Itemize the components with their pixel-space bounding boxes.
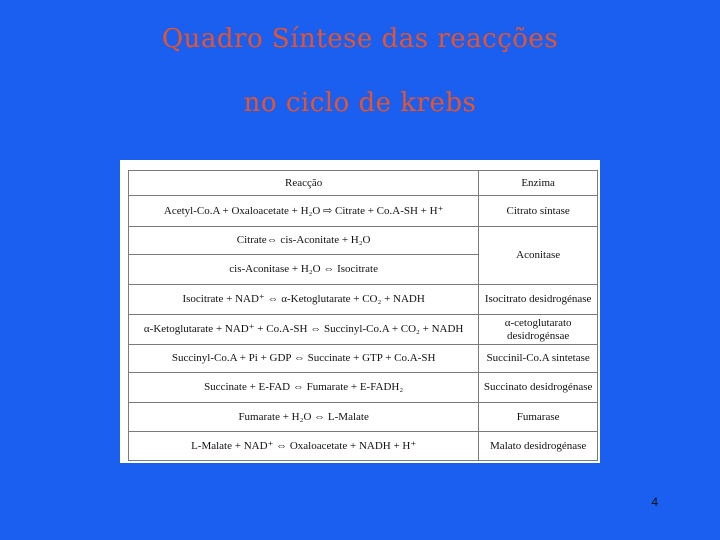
slide-title-line2: no ciclo de krebs — [243, 88, 477, 118]
header-reaction: Reacção — [129, 171, 479, 196]
enzyme-cell: Succinil-Co.A sintetase — [479, 345, 598, 373]
reaction-cell: Citrate⇔ cis-Aconitate + H₂O — [129, 227, 479, 255]
reaction-cell: Acetyl-Co.A + Oxaloacetate + H₂O ⇨ Citrate + Co.A-SH + H⁺ — [129, 196, 479, 227]
reaction-table — [128, 170, 598, 461]
page-number: 4 — [651, 495, 658, 509]
enzyme-cell: α-cetoglutarato desidrogénsae — [479, 315, 598, 345]
reaction-table-image — [120, 160, 600, 463]
reaction-cell: Succinyl-Co.A + Pi + GDP ⇔ Succinate + GTP + Co.A-SH — [129, 345, 479, 373]
slide-title-line1: Quadro Síntese das reacções — [161, 24, 559, 54]
reaction-cell: Fumarate + H₂O ⇔ L-Malate — [129, 403, 479, 432]
reaction-cell: Succinate + E-FAD ⇔ Fumarate + E-FADH₂ — [129, 373, 479, 403]
reaction-cell: Isocitrate + NAD⁺ ⇔ α-Ketoglutarate + CO₂ + NADH — [129, 285, 479, 315]
enzyme-cell: Fumarase — [479, 403, 598, 432]
enzyme-cell: Aconitase — [479, 227, 598, 285]
enzyme-cell: Isocitrato desidrogénase — [479, 285, 598, 315]
reaction-cell: L-Malate + NAD⁺ ⇔ Oxaloacetate + NADH + H⁺ — [129, 432, 479, 461]
header-enzyme: Enzima — [479, 171, 598, 196]
reaction-cell: α-Ketoglutarate + NAD⁺ + Co.A-SH ⇔ Succinyl-Co.A + CO₂ + NADH — [129, 315, 479, 345]
enzyme-cell: Malato desidrogénase — [479, 432, 598, 461]
enzyme-cell: Citrato síntase — [479, 196, 598, 227]
enzyme-cell: Succinato desidrogénase — [479, 373, 598, 403]
reaction-cell: cis-Aconitase + H₂O ⇔ Isocitrate — [129, 255, 479, 285]
